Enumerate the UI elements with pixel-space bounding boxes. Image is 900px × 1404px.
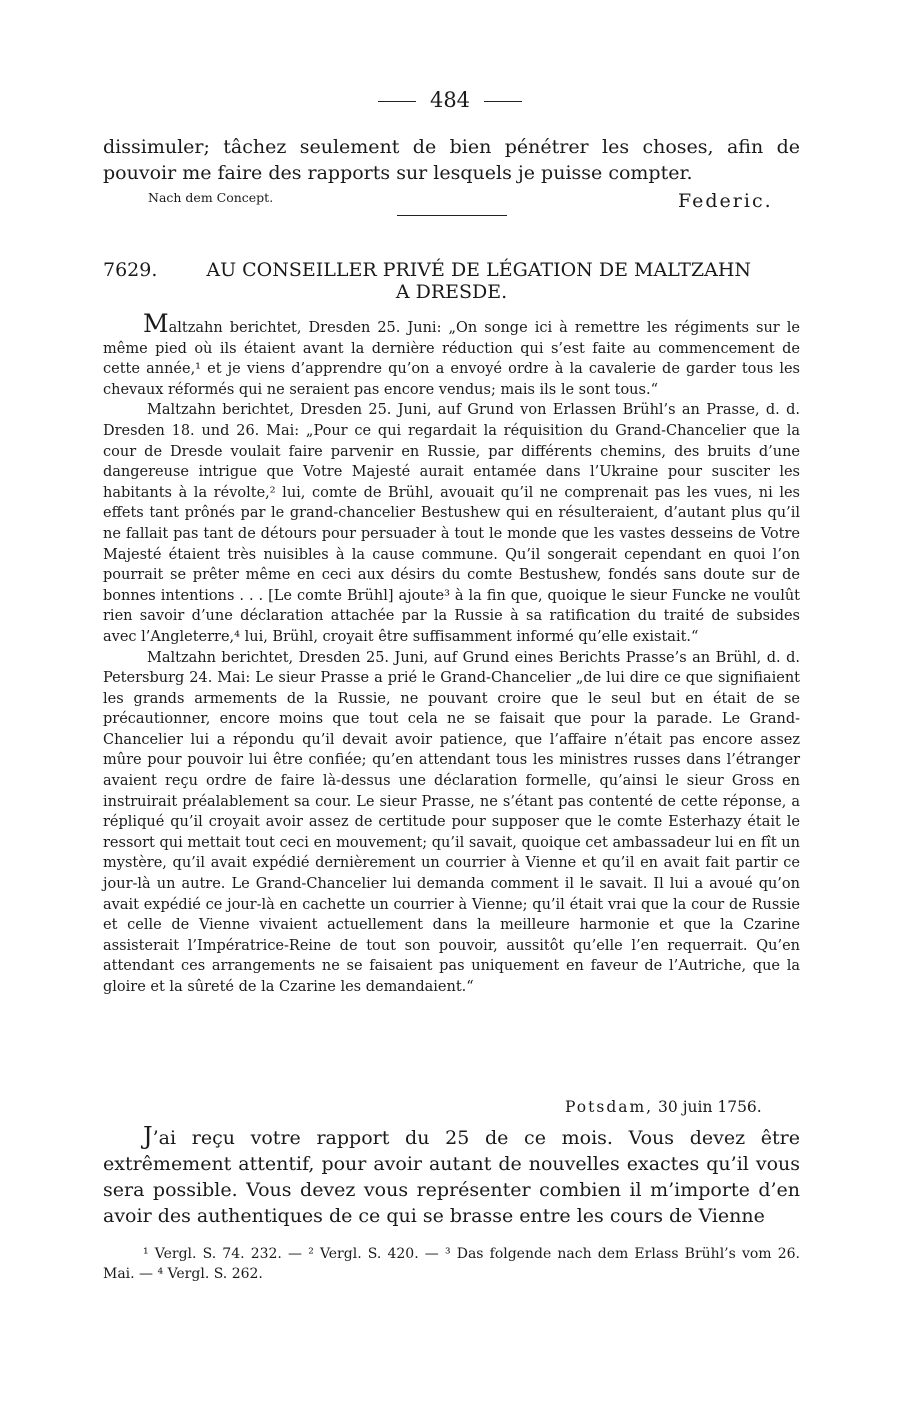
header-dash-left	[378, 101, 416, 102]
letter-title	[103, 259, 800, 303]
footnote-text: ¹ Vergl. S. 74. 232. — ² Vergl. S. 420. — ³ Das folgende nach dem Erlass Brühl’s vom 26. Mai. — ⁴ Vergl. S. 262.	[103, 1246, 800, 1282]
dateline	[565, 1098, 762, 1116]
dateline-place: Potsdam,	[565, 1098, 654, 1116]
section-divider	[397, 215, 507, 216]
page-header	[0, 88, 900, 112]
page-number: 484	[429, 88, 471, 112]
letter-title-line1: AU CONSEILLER PRIVÉ DE LÉGATION DE MALTZAHN	[206, 259, 752, 281]
concept-note: Nach dem Concept.	[148, 190, 274, 205]
drop-initial: M	[143, 309, 169, 338]
dateline-date: 30 juin 1756.	[658, 1098, 762, 1116]
continuation-text: dissimuler; tâchez seulement de bien pénétrer les choses, afin de pouvoir me faire des rapports sur lesquels je puisse compter.	[103, 136, 800, 184]
letter-body	[103, 1123, 800, 1229]
header-dash-right	[484, 101, 522, 102]
drop-initial: J	[143, 1122, 153, 1150]
report-summaries	[103, 309, 800, 998]
summary-paragraph: Maltzahn berichtet, Dresden 25. Juni: „On songe ici à remettre les régiments sur le même pied où ils étaient avant la dernière réduction qui s’est faite au commencement de cette année,¹ et je viens d’apprendre qu’on a envoyé ordre à la cavalerie de garder tous les chevaux réformés qui ne seraient pas encore vendus; mais ils le sont tous.“	[103, 309, 800, 398]
footnotes	[103, 1244, 800, 1284]
letter-title-line2: A DRESDE.	[395, 281, 508, 303]
signature: Federic.	[678, 190, 773, 212]
summary-paragraph: Maltzahn berichtet, Dresden 25. Juni, auf Grund von Erlassen Brühl’s an Prasse, d. d. Dresden 18. und 26. Mai: „Pour ce qui regardait la réquisition du Grand-Chancelier que la cour de Dresde voulait faire parvenir en Russie, par différents chemins, des bruits d’une dangereuse intrigue que Votre Majesté aurait entamée dans l’Ukraine pour susciter les habitants à la révolte,² lui, comte de Brühl, avouait qu’il ne comprenait pas les vues, ni les effets tant prônés par le grand-chancelier Bestushew qui en résulteraient, d’autant plus qu’il ne fallait pas tant de détours pour persuader à tout le monde que les vastes desseins de Votre Majesté étaient très nuisibles à la cause commune. Qu’il songerait cependant en quoi l’on pourrait se prêter même en ceci aux désirs du comte Bestushew, fondés sans doute sur de bonnes intentions . . . [Le comte Brühl] ajoute³ à la fin que, quoique le sieur Funcke ne voulût rien savoir d’une déclaration attachée par la Russie à sa ratification du traité de subsides avec l’Angleterre,⁴ lui, Brühl, croyait être suffisamment informé qu’elle existait.“	[103, 402, 800, 645]
letter-number: 7629.	[103, 259, 158, 281]
letter-paragraph: J’ai reçu votre rapport du 25 de ce mois. Vous devez être extrêmement attentif, pour avoir autant de nouvelles exactes qu’il vous sera possible. Vous devez vous représenter combien il m’importe d’en avoir des authentiques de ce qui se brasse entre les cours de Vienne	[103, 1122, 800, 1227]
summary-paragraph: Maltzahn berichtet, Dresden 25. Juni, auf Grund eines Berichts Prasse’s an Brühl, d. d. Petersburg 24. Mai: Le sieur Prasse a prié le Grand-Chancelier „de lui dire ce que signifiaient les grands armements de la Russie, ne pouvant croire que le seul but en était de se précautionner, encore moins que tout cela ne se faisait que pour la parade. Le Grand-Chancelier lui a répondu qu’il devait avoir patience, que l’affaire n’était pas encore assez mûre pour pouvoir lui être confiée; qu’en attendant tous les ministres russes dans l’étranger avaient reçu ordre de faire là-dessus une déclaration formelle, qu’ainsi le sieur Gross en instruirait préalablement sa cour. Le sieur Prasse, ne s’étant pas contenté de cette réponse, a répliqué qu’il croyait avoir assez de certitude pour supposer que le comte Esterhazy était le ressort qui mettait tout ceci en mouvement; qu’il savait, quoique cet ambassadeur lui en fît un mystère, qu’il avait expédié dernièrement un courrier à Vienne et qu’il en avait fait partir ce jour-là un autre. Le Grand-Chancelier lui demanda comment il le savait. Il lui a avoué qu’on avait expédié ce jour-là en cachette un courrier à Vienne; qu’il était vrai que la cour de Russie et celle de Vienne vivaient actuellement dans la meilleure harmonie et que la Czarine assisterait l’Impératrice-Reine de tout son pouvoir, aussitôt qu’elle l’en requerrait. Qu’en attendant ces arrangements ne se faisaient pas uniquement en faveur de l’Autriche, que la gloire et la sûreté de la Czarine les demandaient.“	[103, 649, 800, 995]
